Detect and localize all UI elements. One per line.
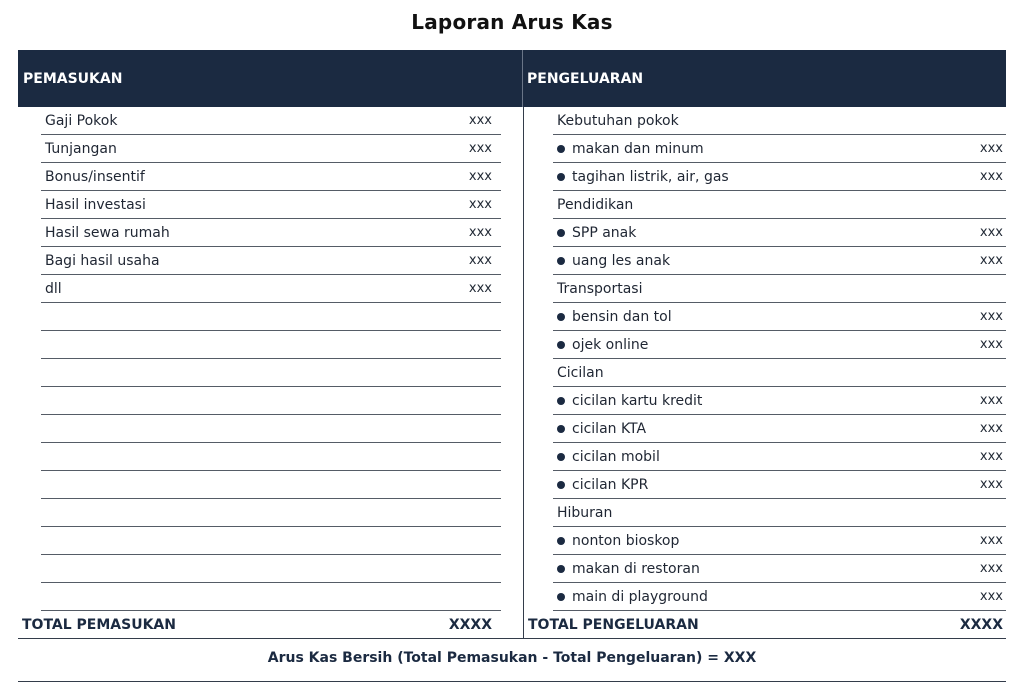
expense-item-row	[553, 219, 1006, 247]
income-header: PEMASUKAN	[18, 50, 523, 107]
expense-category	[557, 281, 642, 297]
expense-item-row	[553, 415, 1006, 443]
income-value: xxx	[468, 113, 492, 128]
income-blank-row	[41, 387, 501, 415]
total-expense-label: TOTAL PENGELUARAN	[528, 617, 699, 633]
expense-item	[557, 169, 729, 185]
total-income-value: XXXX	[448, 617, 492, 633]
expense-category-row	[553, 499, 1006, 527]
expense-category	[557, 505, 612, 521]
bullet-icon	[557, 313, 565, 321]
expense-header: PENGELUARAN	[527, 70, 644, 87]
expense-label: Cicilan	[557, 364, 604, 381]
expense-item-row	[553, 135, 1006, 163]
expense-item	[557, 561, 700, 577]
column-divider	[523, 107, 524, 639]
expense-item-row	[553, 527, 1006, 555]
expense-label: cicilan mobil	[572, 448, 660, 465]
income-label: Hasil investasi	[45, 196, 146, 213]
footer-divider	[18, 681, 1006, 682]
bullet-icon	[557, 453, 565, 461]
expense-item	[557, 477, 648, 493]
income-value: xxx	[468, 197, 492, 212]
expense-value: xxx	[979, 309, 1003, 324]
expense-label: tagihan listrik, air, gas	[572, 168, 729, 185]
expense-value: xxx	[979, 533, 1003, 548]
income-label: Gaji Pokok	[45, 112, 118, 129]
income-label: Bagi hasil usaha	[45, 252, 160, 269]
expense-label: Transportasi	[557, 280, 643, 297]
expense-item-row	[553, 555, 1006, 583]
expense-item-row	[553, 583, 1006, 611]
expense-item	[557, 337, 648, 353]
expense-value: xxx	[979, 561, 1003, 576]
expense-category	[557, 113, 679, 129]
income-row	[41, 107, 501, 135]
total-income-row	[18, 611, 523, 639]
income-blank-row	[41, 303, 501, 331]
expense-item	[557, 141, 704, 157]
expense-item-row	[553, 303, 1006, 331]
expense-label: Kebutuhan pokok	[557, 112, 679, 129]
income-value: xxx	[468, 169, 492, 184]
income-blank-row	[41, 527, 501, 555]
bullet-icon	[557, 481, 565, 489]
expense-value: xxx	[979, 449, 1003, 464]
expense-category-row	[553, 107, 1006, 135]
expense-item-row	[553, 163, 1006, 191]
expense-item-row	[553, 471, 1006, 499]
expense-label: cicilan KTA	[572, 420, 647, 437]
total-income-label: TOTAL PEMASUKAN	[22, 617, 176, 633]
expense-item	[557, 421, 646, 437]
expense-item	[557, 449, 660, 465]
expense-item	[557, 533, 679, 549]
income-row	[41, 275, 501, 303]
expense-value: xxx	[979, 253, 1003, 268]
expense-value: xxx	[979, 169, 1003, 184]
bullet-icon	[557, 173, 565, 181]
expense-label: Hiburan	[557, 504, 613, 521]
expense-category	[557, 365, 604, 381]
expense-value: xxx	[979, 337, 1003, 352]
income-value: xxx	[468, 281, 492, 296]
income-blank-row	[41, 555, 501, 583]
income-label: Tunjangan	[45, 140, 117, 157]
expense-value: xxx	[979, 421, 1003, 436]
expense-list	[553, 107, 1006, 611]
expense-label: makan di restoran	[572, 560, 700, 577]
expense-label: bensin dan tol	[572, 308, 672, 325]
expense-item	[557, 589, 708, 605]
expense-value: xxx	[979, 393, 1003, 408]
total-divider	[18, 638, 1006, 639]
income-row	[41, 163, 501, 191]
page-title: Laporan Arus Kas	[411, 10, 613, 34]
table-header	[18, 50, 1006, 107]
expense-value: xxx	[979, 589, 1003, 604]
income-row	[41, 191, 501, 219]
income-label: Bonus/insentif	[45, 168, 145, 185]
income-row	[41, 247, 501, 275]
income-value: xxx	[468, 141, 492, 156]
income-blank-row	[41, 415, 501, 443]
expense-item	[557, 253, 670, 269]
bullet-icon	[557, 537, 565, 545]
income-blank-row	[41, 443, 501, 471]
expense-category-row	[553, 275, 1006, 303]
expense-item	[557, 225, 636, 241]
expense-value: xxx	[979, 225, 1003, 240]
income-label: Hasil sewa rumah	[45, 224, 170, 241]
income-label: dll	[45, 280, 62, 297]
income-list	[41, 107, 501, 611]
expense-category	[557, 197, 633, 213]
income-value: xxx	[468, 253, 492, 268]
total-expense-value: XXXX	[959, 617, 1003, 633]
bullet-icon	[557, 593, 565, 601]
bullet-icon	[557, 565, 565, 573]
income-blank-row	[41, 583, 501, 611]
expense-label: ojek online	[572, 336, 649, 353]
expense-label: makan dan minum	[572, 140, 704, 157]
income-value: xxx	[468, 225, 492, 240]
bullet-icon	[557, 257, 565, 265]
expense-item	[557, 393, 702, 409]
expense-label: Pendidikan	[557, 196, 634, 213]
bullet-icon	[557, 229, 565, 237]
expense-label: cicilan kartu kredit	[572, 392, 703, 409]
bullet-icon	[557, 341, 565, 349]
total-expense-row	[524, 611, 1006, 639]
expense-label: uang les anak	[572, 252, 671, 269]
income-row	[41, 219, 501, 247]
income-row	[41, 135, 501, 163]
income-blank-row	[41, 359, 501, 387]
income-blank-row	[41, 331, 501, 359]
expense-item-row	[553, 247, 1006, 275]
net-cash-flow: Arus Kas Bersih (Total Pemasukan - Total Pengeluaran) = XXX	[267, 650, 757, 666]
bullet-icon	[557, 425, 565, 433]
expense-item-row	[553, 331, 1006, 359]
income-blank-row	[41, 499, 501, 527]
expense-label: SPP anak	[572, 224, 637, 241]
expense-category-row	[553, 191, 1006, 219]
expense-value: xxx	[979, 141, 1003, 156]
expense-label: main di playground	[572, 588, 708, 605]
expense-item-row	[553, 387, 1006, 415]
expense-category-row	[553, 359, 1006, 387]
expense-value: xxx	[979, 477, 1003, 492]
expense-label: nonton bioskop	[572, 532, 680, 549]
income-blank-row	[41, 471, 501, 499]
bullet-icon	[557, 145, 565, 153]
expense-item	[557, 309, 672, 325]
expense-label: cicilan KPR	[572, 476, 649, 493]
bullet-icon	[557, 397, 565, 405]
expense-item-row	[553, 443, 1006, 471]
